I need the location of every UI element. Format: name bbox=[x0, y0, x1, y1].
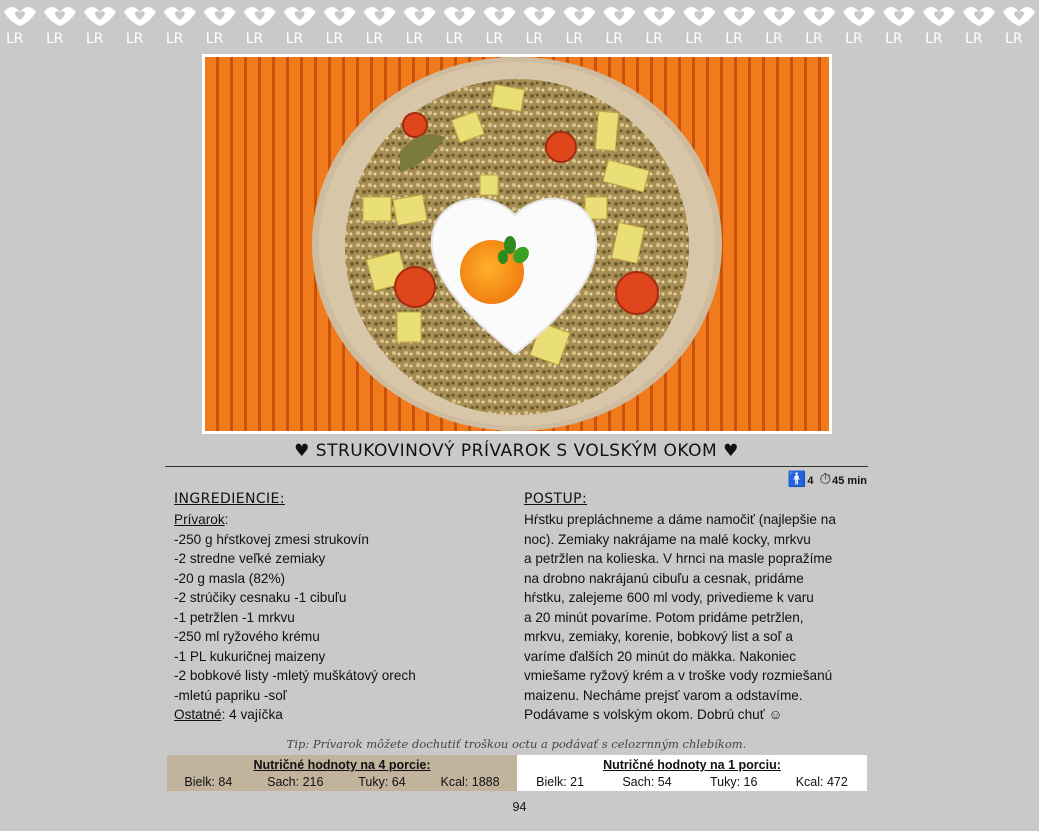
ingredient-item: -20 g masla (82%) bbox=[174, 570, 286, 586]
banner-logo-text: LR bbox=[685, 31, 703, 46]
banner-logo-text: LR bbox=[805, 31, 823, 46]
banner-logo-text: LR bbox=[205, 31, 224, 46]
banner-ornament bbox=[1003, 7, 1035, 46]
procedure-line: mrkvu, zemiaky, korenie, bobkový list a soľ a bbox=[524, 629, 793, 644]
banner-ornament bbox=[683, 7, 715, 46]
procedure-heading bbox=[524, 488, 864, 510]
section-label: Prívarok bbox=[174, 512, 225, 527]
procedure-heading-colon: : bbox=[582, 491, 588, 507]
banner-logo-text: LR bbox=[605, 31, 623, 46]
banner-logo-text: LR bbox=[325, 31, 344, 46]
banner-logo-text: LR bbox=[165, 31, 184, 46]
food-photo-illustration bbox=[205, 57, 829, 431]
decorative-banner bbox=[0, 0, 1039, 46]
ingredient-item: -250 ml ryžového krému bbox=[174, 629, 320, 644]
banner-ornament bbox=[124, 7, 156, 46]
banner-ornament bbox=[763, 7, 795, 46]
recipe-meta bbox=[788, 472, 867, 487]
procedure-line: vmiešame ryžový krém a v troške vody rozmiešanú bbox=[524, 668, 833, 683]
banner-ornament bbox=[563, 7, 595, 46]
nutrition-1-heading: Nutričné hodnoty na 1 porciu: bbox=[603, 758, 781, 772]
banner-ornament bbox=[84, 7, 116, 46]
banner-logo-text: LR bbox=[645, 31, 663, 46]
banner-ornament bbox=[643, 7, 675, 46]
banner-pattern bbox=[0, 0, 1039, 46]
procedure-line: maizenu. Necháme prejsť varom a odstavíme. bbox=[524, 687, 803, 703]
ingredients-heading-text: INGREDIENCIE bbox=[174, 491, 280, 507]
nutrition-1-value: Bielk: 21 bbox=[536, 775, 585, 789]
nutrition-1-value: Sach: 54 bbox=[622, 775, 672, 789]
banner-logo-text: LR bbox=[125, 31, 144, 46]
ingredient-item: -1 petržlen -1 mrkvu bbox=[174, 609, 295, 625]
banner-ornament bbox=[4, 7, 36, 46]
banner-ornament bbox=[803, 7, 835, 46]
ingredient-item: -250 g hŕstkovej zmesi strukovín bbox=[174, 531, 369, 547]
banner-ornament bbox=[723, 7, 755, 46]
nutrition-4-value: Sach: 216 bbox=[267, 775, 324, 789]
ingredients-list bbox=[174, 530, 504, 706]
banner-logo-text: LR bbox=[245, 31, 264, 46]
banner-logo-text: LR bbox=[525, 31, 544, 46]
recipe-title: ♥ STRUKOVINOVÝ PRÍVAROK S VOLSKÝM OKOM ♥ bbox=[294, 441, 739, 461]
banner-logo-text: LR bbox=[765, 31, 783, 46]
recipe-photo bbox=[202, 54, 832, 434]
banner-ornament bbox=[324, 7, 356, 46]
banner-ornament bbox=[523, 7, 555, 46]
banner-ornament bbox=[44, 7, 76, 46]
banner-ornament bbox=[963, 7, 995, 46]
banner-ornament bbox=[484, 7, 516, 46]
banner-ornament bbox=[603, 7, 635, 46]
nutrition-4-value: Tuky: 64 bbox=[358, 775, 406, 789]
banner-ornament bbox=[843, 7, 875, 46]
nutrition-4-heading: Nutričné hodnoty na 4 porcie: bbox=[253, 758, 431, 772]
banner-logo-text: LR bbox=[565, 31, 583, 46]
ingredient-item: -2 bobkové listy -mletý muškátový orech bbox=[174, 668, 416, 683]
procedure-line: hŕstku, zalejeme 600 ml vody, privedieme k varu bbox=[524, 590, 814, 605]
ingredient-item: -1 PL kukuričnej maizeny bbox=[174, 648, 326, 664]
procedure-line: Podávame s volským okom. Dobrú chuť ☺ bbox=[524, 707, 783, 722]
time-value: 45 min bbox=[832, 475, 867, 487]
procedure-line: na drobno nakrájanú cibuľu a cesnak, pridáme bbox=[524, 570, 804, 586]
procedure-heading-text: POSTUP bbox=[524, 491, 582, 507]
nutrition-1-value: Kcal: 472 bbox=[795, 775, 848, 789]
title-divider bbox=[165, 466, 868, 467]
ingredients-heading bbox=[174, 488, 504, 510]
banner-logo-text: LR bbox=[845, 31, 863, 46]
ingredient-item: -mletú papriku -soľ bbox=[174, 687, 287, 703]
section-colon: : bbox=[224, 512, 229, 527]
banner-ornament bbox=[883, 7, 915, 46]
nutrition-1-value: Tuky: 16 bbox=[709, 775, 758, 789]
banner-logo-text: LR bbox=[85, 31, 104, 46]
nutrition-1-portion bbox=[517, 755, 867, 791]
procedure-line: noc). Zemiaky nakrájame na malé kocky, mrkvu bbox=[524, 531, 811, 547]
banner-ornament bbox=[444, 7, 476, 46]
procedure-text bbox=[524, 510, 864, 725]
time-info bbox=[819, 472, 867, 487]
nutrition-1-values bbox=[517, 773, 867, 791]
banner-ornament bbox=[404, 7, 436, 46]
banner-logo-text: LR bbox=[45, 31, 64, 46]
nutrition-4-portions bbox=[167, 755, 517, 791]
clock-icon: ⏱ bbox=[819, 471, 832, 488]
banner-logo-text: LR bbox=[965, 31, 983, 46]
banner-logo-text: LR bbox=[925, 31, 943, 46]
banner-logo-text: LR bbox=[365, 31, 384, 46]
other-label: Ostatné bbox=[174, 707, 222, 722]
ingredients-heading-colon: : bbox=[279, 491, 285, 507]
banner-logo-text: LR bbox=[725, 31, 743, 46]
banner-ornament bbox=[204, 7, 236, 46]
servings-count: 4 bbox=[807, 475, 814, 487]
banner-logo-text: LR bbox=[1005, 31, 1023, 46]
nutrition-4-value: Kcal: 1888 bbox=[440, 775, 500, 789]
procedure-line: a 20 minút povaríme. Potom pridáme petržlen, bbox=[524, 609, 804, 625]
ingredient-item: -2 strúčiky cesnaku -1 cibuľu bbox=[174, 590, 347, 605]
procedure-line: a petržlen na kolieska. V hrnci na masle popražíme bbox=[524, 551, 833, 566]
nutrition-4-values bbox=[167, 773, 517, 791]
banner-ornament bbox=[284, 7, 316, 46]
banner-logo-text: LR bbox=[5, 31, 24, 46]
page-number: 94 bbox=[512, 800, 527, 814]
other-value: : 4 vajíčka bbox=[221, 707, 283, 722]
banner-logo-text: LR bbox=[445, 31, 464, 46]
banner-logo-text: LR bbox=[285, 31, 304, 46]
ingredient-item: -2 stredne veľké zemiaky bbox=[174, 551, 326, 566]
banner-logo-text: LR bbox=[405, 31, 424, 46]
banner-ornament bbox=[364, 7, 396, 46]
banner-ornament bbox=[164, 7, 196, 46]
procedure-line: varíme ďalších 20 minút do mäkka. Nakoniec bbox=[524, 648, 797, 664]
procedure-line: Hŕstku prepláchneme a dáme namočiť (najlepšie na bbox=[524, 512, 836, 527]
banner-logo-text: LR bbox=[485, 31, 504, 46]
person-icon: 🚹 bbox=[787, 471, 807, 488]
ingredients-subheading bbox=[174, 510, 504, 530]
banner-logo-text: LR bbox=[885, 31, 903, 46]
servings-info bbox=[788, 472, 814, 487]
ingredients-section bbox=[174, 488, 504, 725]
banner-ornament bbox=[244, 7, 276, 46]
nutrition-4-value: Bielk: 84 bbox=[184, 775, 233, 789]
banner-ornament bbox=[923, 7, 955, 46]
other-ingredients bbox=[174, 705, 504, 725]
recipe-tip: Tip: Prívarok môžete dochutiť troškou octu a podávať s celozrnným chlebíkom. bbox=[286, 737, 747, 751]
procedure-section bbox=[524, 488, 864, 725]
